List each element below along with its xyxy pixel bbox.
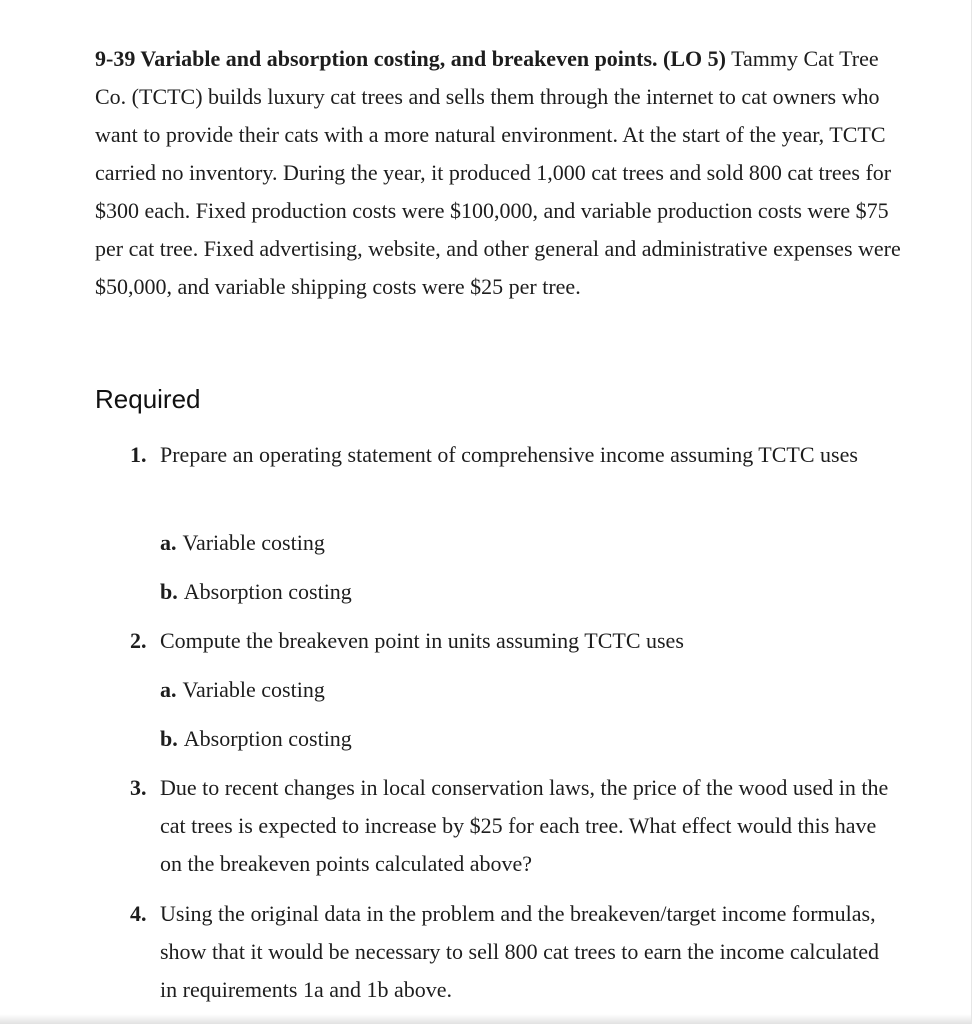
problem-body: Tammy Cat Tree Co. (TCTC) builds luxury cat trees and sells them through the internet to cat owners who want to provide their cats with a more natural environment. At the start of the year, TCTC carried no inventory. During the year, it produced 1,000 cat trees and sold 800 cat trees for $300 each. Fixed production costs were $100,000, and variable production costs were $75 per cat tree. Fixed advertising, website, and other general and administrative expenses were $50,000, and variable shipping costs were $25 per tree.: [95, 46, 901, 299]
page-bottom-edge: [0, 1014, 971, 1024]
requirement-1: [130, 436, 900, 474]
requirement-4: [130, 895, 900, 1009]
sub-letter: b.: [160, 726, 178, 751]
requirement-number: 4.: [130, 901, 147, 926]
sub-text: Absorption costing: [183, 579, 352, 604]
required-heading: Required: [95, 384, 201, 414]
requirement-text: Using the original data in the problem and the breakeven/target income formulas, show that it would be necessary to sell 800 cat trees to earn the income calculated in requirements 1a and 1b above.: [160, 901, 880, 1002]
sub-text: Absorption costing: [183, 726, 352, 751]
requirement-1b: [160, 573, 352, 611]
requirement-text: Compute the breakeven point in units assuming TCTC uses: [160, 628, 684, 653]
requirement-3: [130, 769, 900, 883]
sub-text: Variable costing: [182, 530, 325, 555]
requirement-2b: [160, 720, 352, 758]
requirement-number: 1.: [130, 442, 147, 467]
sub-letter: a.: [160, 530, 177, 555]
requirement-number: 3.: [130, 775, 147, 800]
problem-statement: [95, 40, 915, 306]
requirement-2a: [160, 671, 325, 709]
requirement-1a: [160, 524, 325, 562]
problem-heading: 9-39 Variable and absorption costing, and breakeven points. (LO 5): [95, 46, 726, 71]
sub-letter: a.: [160, 677, 177, 702]
requirement-2: [130, 622, 900, 660]
requirement-text: Prepare an operating statement of comprehensive income assuming TCTC uses: [160, 442, 858, 467]
sub-letter: b.: [160, 579, 178, 604]
requirement-text: Due to recent changes in local conservation laws, the price of the wood used in the cat trees is expected to increase by $25 for each tree. What effect would this have on the breakeven points calculated above?: [160, 775, 889, 876]
sub-text: Variable costing: [182, 677, 325, 702]
requirement-number: 2.: [130, 628, 147, 653]
